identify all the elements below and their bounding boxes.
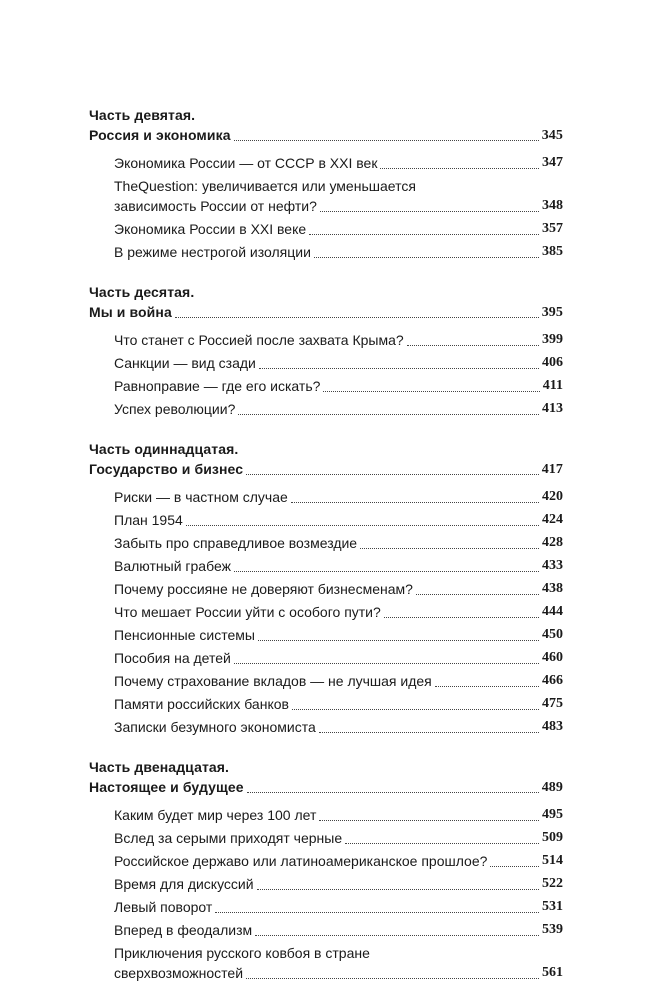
- entry-row: [114, 648, 563, 668]
- toc-entry[interactable]: [114, 602, 563, 622]
- entry-title: Валютный грабеж: [114, 558, 231, 574]
- entry-title: Почему страхование вкладов — не лучшая идея: [114, 673, 432, 689]
- dot-leader: [291, 487, 539, 507]
- part-title: [89, 106, 563, 145]
- page-number: 347: [542, 155, 563, 170]
- dot-leader: [186, 510, 539, 530]
- page-number: 450: [542, 627, 563, 642]
- entry-row: [114, 153, 563, 173]
- page-number: 399: [542, 332, 563, 347]
- entry-title-line: TheQuestion: увеличивается или уменьшается: [114, 178, 416, 194]
- entry-list: [89, 487, 563, 737]
- dot-leader: [257, 874, 539, 894]
- toc-entry[interactable]: [114, 625, 563, 645]
- entry-title: Успех революции?: [114, 401, 236, 417]
- toc-entry[interactable]: [114, 219, 563, 239]
- page-number: 406: [542, 355, 563, 370]
- entry-row: [114, 579, 563, 599]
- part-title-text: Мы и война: [89, 304, 172, 320]
- dot-leader: [345, 828, 539, 848]
- dot-leader: [384, 602, 539, 622]
- entry-title: В режиме нестрогой изоляции: [114, 244, 311, 260]
- page-number: 413: [542, 401, 563, 416]
- entry-title: Что станет с Россией после захвата Крыма?: [114, 332, 404, 348]
- entry-row: [114, 556, 563, 576]
- toc-part: [89, 758, 563, 983]
- dot-leader: [319, 717, 539, 737]
- part-title-row[interactable]: [89, 302, 563, 322]
- toc-entry[interactable]: [114, 828, 563, 848]
- entry-row: [114, 963, 563, 983]
- toc-entry[interactable]: [114, 920, 563, 940]
- toc-entry[interactable]: [114, 330, 563, 350]
- dot-leader: [247, 777, 539, 797]
- part-heading: Часть двенадцатая.: [89, 759, 230, 775]
- page-number: 466: [542, 673, 563, 688]
- entry-title: Каким будет мир через 100 лет: [114, 807, 317, 823]
- entry-row: [114, 399, 563, 419]
- part-heading: Часть десятая.: [89, 284, 195, 300]
- dot-leader: [234, 125, 539, 145]
- entry-row: [114, 533, 563, 553]
- entry-row: [114, 694, 563, 714]
- page-number: 385: [542, 244, 563, 259]
- page-number: 433: [542, 558, 563, 573]
- part-heading: Часть одиннадцатая.: [89, 441, 239, 457]
- entry-title: Левый поворот: [114, 899, 213, 915]
- dot-leader: [234, 556, 539, 576]
- entry-row: [114, 353, 563, 373]
- page-number: 395: [541, 305, 563, 320]
- page-number: 539: [542, 922, 563, 937]
- dot-leader: [234, 648, 539, 668]
- part-heading: Часть девятая.: [89, 107, 196, 123]
- entry-row: [114, 242, 563, 262]
- toc-entry[interactable]: [114, 897, 563, 917]
- page-number: 483: [542, 719, 563, 734]
- entry-title: зависимость России от нефти?: [114, 198, 317, 214]
- dot-leader: [416, 579, 539, 599]
- dot-leader: [238, 399, 539, 419]
- table-of-contents: [89, 106, 563, 1004]
- entry-title: Пенсионные системы: [114, 627, 255, 643]
- toc-part: [89, 283, 563, 419]
- toc-entry[interactable]: [114, 851, 563, 871]
- dot-leader: [246, 459, 539, 479]
- entry-title: Российское державо или латиноамериканское прошлое?: [114, 853, 488, 869]
- toc-entry[interactable]: [114, 510, 563, 530]
- toc-entry[interactable]: [114, 805, 563, 825]
- page-number: 438: [542, 581, 563, 596]
- part-title: [89, 440, 563, 479]
- dot-leader: [215, 897, 539, 917]
- toc-entry[interactable]: [114, 487, 563, 507]
- page-number: 460: [542, 650, 563, 665]
- entry-row: [114, 897, 563, 917]
- dot-leader: [319, 805, 539, 825]
- entry-list: [89, 153, 563, 262]
- part-title-row[interactable]: [89, 777, 563, 797]
- dot-leader: [407, 330, 539, 350]
- toc-entry[interactable]: [114, 874, 563, 894]
- page-number: 561: [542, 965, 563, 980]
- entry-title: Санкции — вид сзади: [114, 355, 256, 371]
- part-title-text: Государство и бизнес: [89, 461, 244, 477]
- page-number: 417: [541, 462, 563, 477]
- entry-row: [114, 920, 563, 940]
- dot-leader: [292, 694, 539, 714]
- page-number: 444: [542, 604, 563, 619]
- page-number: 475: [542, 696, 563, 711]
- toc-part: [89, 440, 563, 737]
- dot-leader: [360, 533, 539, 553]
- toc-entry[interactable]: [114, 399, 563, 419]
- entry-title: Время для дискуссий: [114, 876, 254, 892]
- dot-leader: [380, 153, 539, 173]
- entry-list: [89, 805, 563, 983]
- page-number: 345: [541, 128, 563, 143]
- dot-leader: [175, 302, 539, 322]
- toc-entry[interactable]: [114, 533, 563, 553]
- part-title-row[interactable]: [89, 459, 563, 479]
- entry-row: [114, 805, 563, 825]
- part-title: [89, 283, 563, 322]
- entry-row: [114, 828, 563, 848]
- dot-leader: [255, 920, 539, 940]
- entry-row: [114, 717, 563, 737]
- dot-leader: [258, 625, 539, 645]
- page-number: 357: [542, 221, 563, 236]
- page-number: 428: [542, 535, 563, 550]
- page-number: 411: [542, 378, 563, 393]
- toc-entry[interactable]: [114, 176, 563, 216]
- entry-row: [114, 330, 563, 350]
- toc-entry[interactable]: [114, 943, 563, 983]
- page-number: 522: [542, 876, 563, 891]
- toc-entry[interactable]: [114, 648, 563, 668]
- dot-leader: [259, 353, 539, 373]
- toc-entry[interactable]: [114, 353, 563, 373]
- toc-entry[interactable]: [114, 694, 563, 714]
- entry-row: [114, 625, 563, 645]
- entry-title-line: Приключения русского ковбоя в стране: [114, 945, 370, 961]
- entry-title: Риски — в частном случае: [114, 489, 288, 505]
- toc-entry[interactable]: [114, 579, 563, 599]
- entry-row: [114, 851, 563, 871]
- dot-leader: [309, 219, 539, 239]
- dot-leader: [314, 242, 539, 262]
- entry-title: Пособия на детей: [114, 650, 231, 666]
- entry-row: [114, 510, 563, 530]
- entry-title: сверхвозможностей: [114, 965, 244, 981]
- entry-row: [114, 487, 563, 507]
- part-title: [89, 758, 563, 797]
- entry-title: Экономика России в XXI веке: [114, 221, 307, 237]
- dot-leader: [490, 851, 539, 871]
- page-number: 424: [542, 512, 563, 527]
- dot-leader: [323, 376, 539, 396]
- entry-title: Экономика России — от СССР в XXI век: [114, 155, 378, 171]
- entry-title: Забыть про справедливое возмездие: [114, 535, 358, 551]
- part-title-row[interactable]: [89, 125, 563, 145]
- entry-title: Равноправие — где его искать?: [114, 378, 321, 394]
- entry-row: [114, 219, 563, 239]
- page-number: 348: [542, 198, 563, 213]
- toc-entry[interactable]: [114, 717, 563, 737]
- entry-row: [114, 196, 563, 216]
- page-number: 489: [541, 780, 563, 795]
- part-title-text: Настоящее и будущее: [89, 779, 244, 795]
- toc-part: [89, 106, 563, 262]
- toc-entry[interactable]: [114, 671, 563, 691]
- page-number: 514: [542, 853, 563, 868]
- toc-entry[interactable]: [114, 242, 563, 262]
- page-number: 531: [542, 899, 563, 914]
- entry-list: [89, 330, 563, 419]
- dot-leader: [246, 963, 539, 983]
- toc-entry[interactable]: [114, 556, 563, 576]
- page-number: 420: [542, 489, 563, 504]
- page-number: 495: [542, 807, 563, 822]
- toc-entry[interactable]: [114, 376, 563, 396]
- entry-title: Записки безумного экономиста: [114, 719, 316, 735]
- part-title-text: Россия и экономика: [89, 127, 231, 143]
- entry-title: Вслед за серыми приходят черные: [114, 830, 343, 846]
- page-number: 509: [542, 830, 563, 845]
- entry-title: Вперед в феодализм: [114, 922, 253, 938]
- entry-row: [114, 874, 563, 894]
- entry-title: Памяти российских банков: [114, 696, 289, 712]
- entry-row: [114, 671, 563, 691]
- entry-row: [114, 602, 563, 622]
- toc-entry[interactable]: [114, 153, 563, 173]
- dot-leader: [320, 196, 539, 216]
- entry-title: Что мешает России уйти с особого пути?: [114, 604, 381, 620]
- entry-row: [114, 376, 563, 396]
- entry-title: План 1954: [114, 512, 183, 528]
- dot-leader: [435, 671, 539, 691]
- entry-title: Почему россияне не доверяют бизнесменам?: [114, 581, 413, 597]
